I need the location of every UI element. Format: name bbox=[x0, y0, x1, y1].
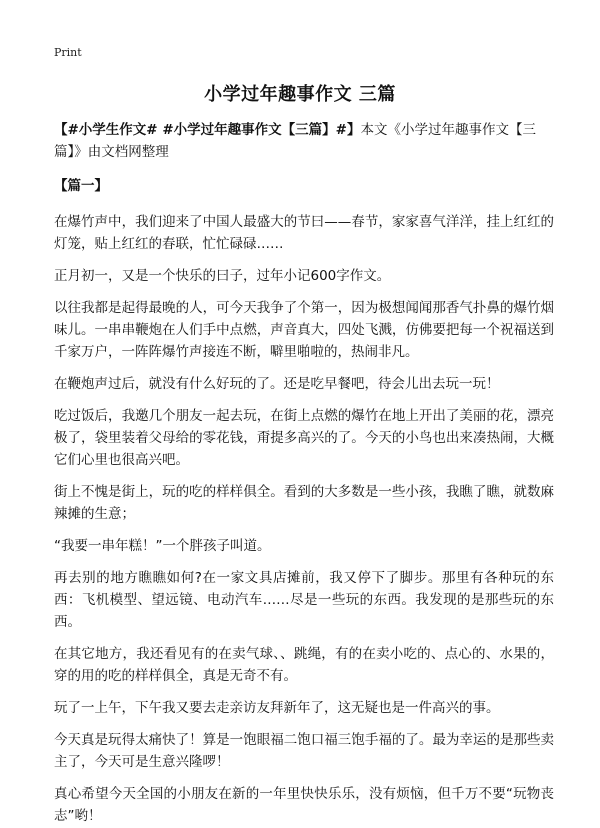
paragraph: 在其它地方，我还看见有的在卖气球、、跳绳，有的在卖小吃的、点心的、水果的，穿的用的吃的样样俱全，真是无奇不有。 bbox=[54, 646, 554, 684]
document-body bbox=[54, 119, 554, 827]
intro-line bbox=[54, 119, 554, 163]
section-heading: 【篇一】 bbox=[54, 178, 108, 194]
paragraph: 以往我都是起得最晚的人，可今天我争了个第一，因为极想闻闻那香气扑鼻的爆竹烟味儿。一串串鞭炮在人们手中点燃，声音真大，四处飞溅，仿佛要把每一个祝福送到千家万户，一阵阵爆竹声接连不断，噼里啪啦的，热闹非凡。 bbox=[54, 300, 554, 360]
intro-text: 本文《小学过年趣事作文【三篇】》由文档网整理 bbox=[54, 122, 536, 160]
paragraph: 街上不愧是街上，玩的吃的样样俱全。看到的大多数是一些小孩，我瞧了瞧，就数麻辣摊的生意； bbox=[54, 484, 554, 522]
print-label: Print bbox=[54, 46, 82, 59]
paragraph: 再去别的地方瞧瞧如何?在一家文具店摊前，我又停下了脚步。那里有各种玩的东西：飞机模型、望远镜、电动汽车……尽是一些玩的东西。我发现的是那些玩的东西。 bbox=[54, 570, 554, 630]
paragraph: 正月初一，又是一个快乐的曰子，过年小记600字作文。 bbox=[54, 268, 391, 284]
paragraph: 真心希望今天全国的小朋友在新的一年里快快乐乐，没有烦恼，但千万不要“玩物丧志”哟！ bbox=[54, 786, 554, 824]
paragraph: 玩了一上午，下午我又要去走亲访友拜新年了，这无疑也是一件高兴的事。 bbox=[54, 700, 500, 716]
paragraph: 吃过饭后，我邀几个朋友一起去玩，在街上点燃的爆竹在地上开出了美丽的花，漂亮极了，袋里装着父母给的零花钱，甭提多高兴的了。今天的小鸟也出来凑热闹，大概它们心里也很高兴吧。 bbox=[54, 408, 554, 468]
document-title: 小学过年趣事作文 三篇 bbox=[204, 84, 396, 105]
paragraph: “我要一串年糕！”一个胖孩子叫道。 bbox=[54, 538, 271, 554]
paragraph: 今天真是玩得太痛快了！算是一饱眼福二饱口福三饱手福的了。最为幸运的是那些卖主了，今天可是生意兴隆啰！ bbox=[54, 732, 554, 770]
paragraph: 在鞭炮声过后，就没有什么好玩的了。还是吃早餐吧，待会儿出去玩一玩！ bbox=[54, 376, 500, 392]
paragraph: 在爆竹声中，我们迎来了中国人最盛大的节曰——春节，家家喜气洋洋，挂上红红的灯笼，贴上红红的春联，忙忙碌碌…… bbox=[54, 214, 554, 252]
intro-tags: 【#小学生作文# #小学过年趣事作文【三篇】#】 bbox=[54, 122, 361, 138]
